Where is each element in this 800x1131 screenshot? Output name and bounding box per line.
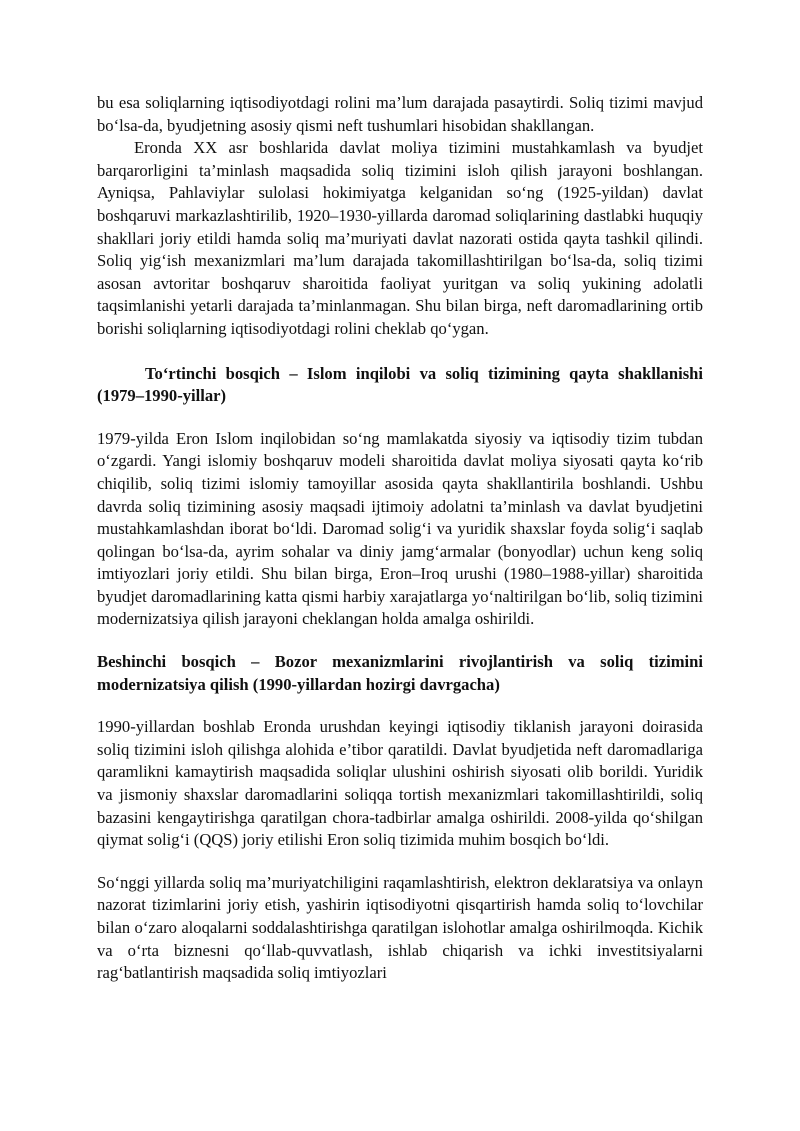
paragraph-stage-5-a: 1990-yillardan boshlab Eronda urushdan keyingi iqtisodiy tiklanish jarayoni doirasida soliq tizimini isloh qilishga alohida e’tibor qaratildi. Davlat byudjetida neft daromadlariga qaramlikni kamaytirish maqsadida soliqlar ulushini oshirish siyosati olib borildi. Yuridik va jismoniy shaxslar daromadlarini soliqqa tortish mexanizmlari takomillashtirildi, soliq bazasini kengaytirishga qaratilgan chora-tadbirlar amalga oshirildi. 2008-yilda qo‘shilgan qiymat solig‘i (QQS) joriy etilishi Eron soliq tizimida muhim bosqich bo‘ldi. bbox=[97, 717, 703, 850]
paragraph-stage-4: 1979-yilda Eron Islom inqilobidan so‘ng mamlakatda siyosiy va iqtisodiy tizim tubdan o‘zgardi. Yangi islomiy boshqaruv modeli sharoitida davlat moliya siyosati qayta ko‘rib chiqilib, soliq tizimi islomiy tamoyillar asosida qayta shakllantirila boshlandi. Ushbu davrda soliq tizimining asosiy maqsadi ijtimoiy adolatni ta’minlash va davlat byudjetini mustahkamlashdan iborat bo‘ldi. Daromad solig‘i va yuridik shaxslar foyda solig‘i saqlab qolingan bo‘lsa-da, ayrim sohalar va diniy jamg‘armalar (bonyodlar) uchun keng soliq imtiyozlari joriy etildi. Shu bilan birga, Eron–Iroq urushi (1980–1988-yillar) sharoitida byudjet daromadlarining katta qismi harbiy xarajatlarga yo‘naltirilgan bo‘lib, soliq tizimini modernizatsiya qilish jarayoni cheklangan holda amalga oshirildi. bbox=[97, 428, 703, 629]
paragraph-xx-century: Eronda XX asr boshlarida davlat moliya tizimini mustahkamlash va byudjet barqarorligini ta’minlash maqsadida soliq tizimini isloh qilish jarayoni boshlangan. Ayniqsa, Pahlaviylar sulolasi hokimiyatga kelganidan so‘ng (1925-yildan) davlat boshqaruvi markazlashtirilib, 1920–1930-yillarda daromad soliqlarining dastlabki huquqiy shakllari joriy etildi hamda soliq ma’muriyati davlat nazorati ostida qayta tashkil qilindi. Soliq yig‘ish mexanizmlari ma’lum darajada takomillashtirilgan bo‘lsa-da, soliq tizimi asosan avtoritar boshqaruv sharoitida faoliyat yuritgan va soliq yukining adolatli taqsimlanishi yetarli darajada ta’minlanmagan. Shu bilan birga, neft daromadlarining ortib borishi soliqlarning iqtisodiyotdagi rolini cheklab qo‘ygan. bbox=[97, 138, 703, 338]
heading-stage-4: To‘rtinchi bosqich – Islom inqilobi va soliq tizimining qayta shakllanishi (1979–1990-yillar) bbox=[97, 363, 703, 406]
spacer bbox=[97, 341, 703, 363]
intro-paragraph: bu esa soliqlarning iqtisodiyotdagi rolini ma’lum darajada pasaytirdi. Soliq tizimi mavjud bo‘lsa-da, byudjetning asosiy qismi neft tushumlari hisobidan shakllangan. bbox=[97, 93, 703, 135]
document-page bbox=[97, 92, 703, 985]
heading-stage-5: Beshinchi bosqich – Bozor mexanizmlarini rivojlantirish va soliq tizimini modernizatsiya qilish (1990-yillardan hozirgi davrgacha) bbox=[97, 652, 703, 694]
paragraph-stage-5-b: So‘nggi yillarda soliq ma’muriyatchiligini raqamlashtirish, elektron deklaratsiya va onlayn nazorat tizimlarini joriy etish, yashirin iqtisodiyotni qisqartirish hamda soliq to‘lovchilar bilan o‘zaro aloqalarni soddalashtirishga qaratilgan islohotlar amalga oshirilmoqda. Kichik va o‘rta biznesni qo‘llab-quvvatlash, ishlab chiqarish va ichki investitsiyalarni rag‘batlantirish maqsadida soliq imtiyozlari bbox=[97, 872, 703, 983]
spacer bbox=[97, 696, 703, 716]
spacer bbox=[97, 408, 703, 428]
spacer bbox=[97, 852, 703, 872]
spacer bbox=[97, 631, 703, 651]
